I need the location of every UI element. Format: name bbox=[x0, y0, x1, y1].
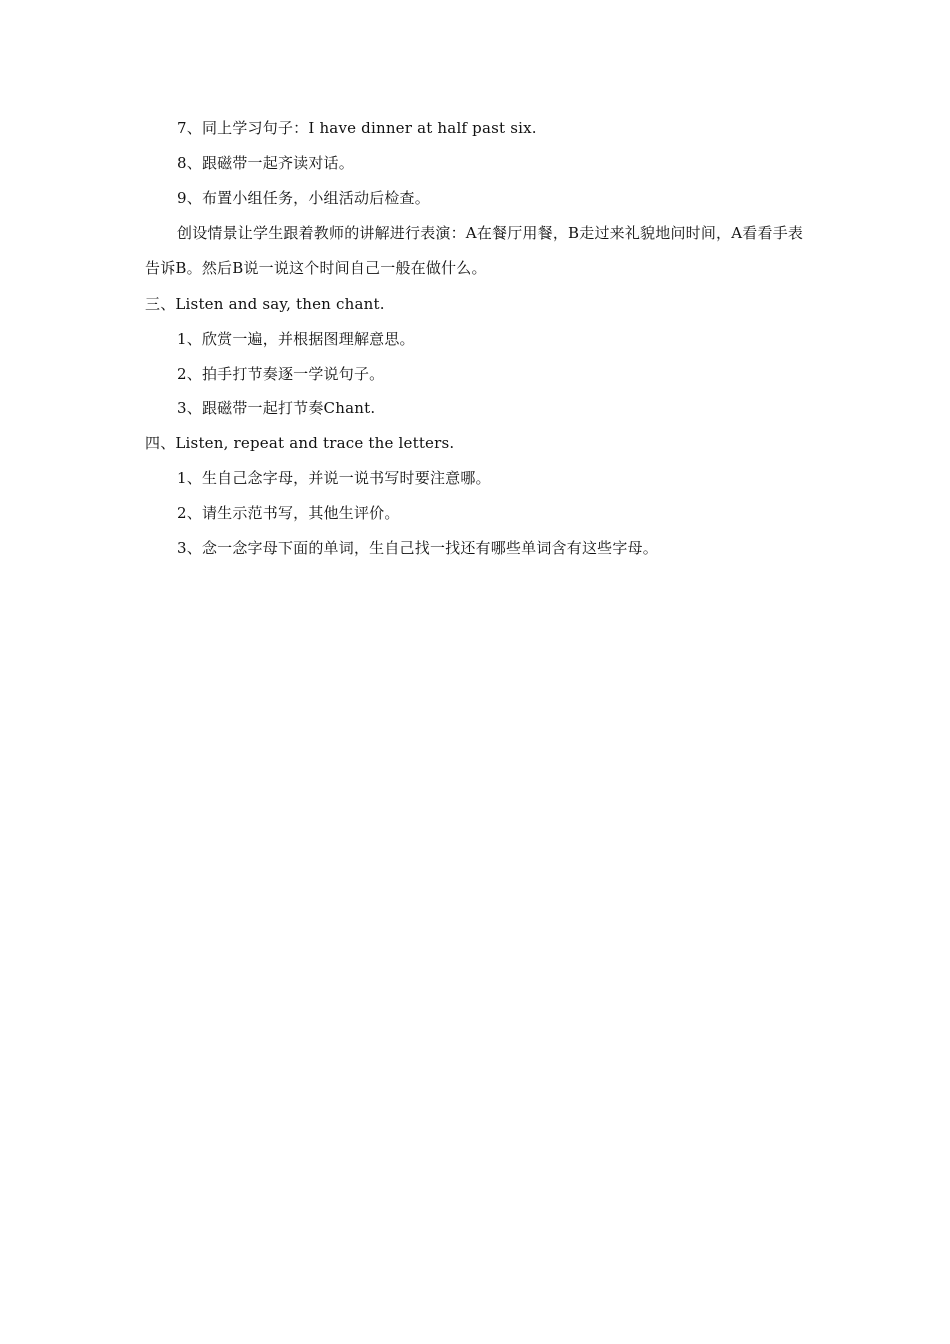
section-3-heading: 三、Listen and say, then chant. bbox=[145, 295, 385, 313]
step-7-line: 7、同上学习句子：I have dinner at half past six. bbox=[177, 119, 537, 137]
section-4-heading: 四、Listen, repeat and trace the letters. bbox=[145, 434, 455, 452]
section-4-step-1: 1、生自己念字母，并说一说书写时要注意哪。 bbox=[177, 469, 491, 487]
step-8-line: 8、跟磁带一起齐读对话。 bbox=[177, 154, 354, 172]
section-3-step-2: 2、拍手打节奏逐一学说句子。 bbox=[177, 365, 385, 383]
section-3-step-3: 3、跟磁带一起打节奏Chant. bbox=[177, 399, 376, 417]
section-4-step-2: 2、请生示范书写，其他生评价。 bbox=[177, 504, 400, 522]
section-4-step-3: 3、念一念字母下面的单词，生自己找一找还有哪些单词含有这些字母。 bbox=[177, 539, 658, 557]
scenario-paragraph: 创设情景让学生跟着教师的讲解进行表演：A在餐厅用餐，B走过来礼貌地问时间，A看看手表告诉B。然后B说一说这个时间自己一般在做什么。 bbox=[145, 224, 804, 277]
section-3-step-1: 1、欣赏一遍，并根据图理解意思。 bbox=[177, 330, 415, 348]
step-9-line: 9、布置小组任务，小组活动后检查。 bbox=[177, 189, 430, 207]
